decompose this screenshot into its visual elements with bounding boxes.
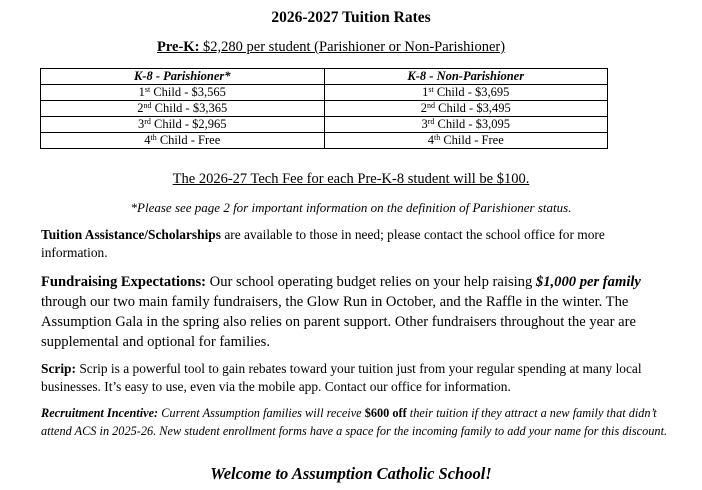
- fundraising-paragraph: [41, 272, 671, 352]
- scrip-text: Scrip is a powerful tool to gain rebates toward your tuition just from your regular spending at many local businesses. It’s easy to use, even via the mobile app. Contact our office for information.: [41, 361, 642, 394]
- ordinal-suffix: th: [433, 133, 441, 142]
- scrip-label: Scrip:: [41, 361, 76, 376]
- recruitment-label: Recruitment Incentive:: [41, 406, 159, 420]
- ordinal-suffix: rd: [144, 117, 151, 126]
- ordinal-number: 3: [137, 117, 145, 131]
- rate-text: Child - Free: [440, 133, 504, 147]
- assistance-label: Tuition Assistance/Scholarships: [41, 227, 221, 242]
- recruitment-amount: $600 off: [364, 406, 407, 420]
- rate-text: Child - $3,565: [150, 85, 226, 99]
- fundraising-label: Fundraising Expectations:: [41, 274, 207, 290]
- tuition-assistance-paragraph: [41, 226, 671, 262]
- ordinal-suffix: rd: [427, 117, 435, 126]
- non-parishioner-rate-cell: [324, 133, 608, 149]
- tech-fee-notice: The 2026-27 Tech Fee for each Pre-K-8 student will be $100.: [172, 171, 530, 187]
- welcome-message: Welcome to Assumption Catholic School!: [210, 464, 492, 483]
- ordinal-suffix: nd: [427, 101, 436, 110]
- fundraising-highlight: $1,000 per family: [535, 274, 641, 290]
- header-parishioner: K-8 - Parishioner*: [41, 69, 325, 85]
- parishioner-rate-cell: [41, 117, 325, 133]
- table-row: [41, 101, 608, 117]
- ordinal-number: 2: [420, 101, 428, 115]
- ordinal-number: 4: [144, 133, 151, 147]
- prek-label: Pre-K:: [157, 39, 200, 55]
- rate-text: Child - $3,695: [433, 85, 510, 99]
- ordinal-number: 4: [427, 133, 434, 147]
- table-header-row: [41, 69, 608, 85]
- header-non-parishioner: K-8 - Non-Parishioner: [324, 69, 608, 85]
- rate-text: Child - $3,365: [151, 101, 228, 115]
- tuition-table: [40, 68, 608, 149]
- rate-text: Child - Free: [156, 133, 221, 147]
- assistance-text: are available to those in need; please contact the school office for more information.: [41, 227, 605, 260]
- rate-text: Child - $3,095: [434, 117, 511, 131]
- scrip-paragraph: [41, 360, 671, 396]
- ordinal-suffix: th: [150, 133, 157, 142]
- ordinal-suffix: st: [144, 85, 151, 94]
- parishioner-rate-cell: [41, 133, 325, 149]
- non-parishioner-rate-cell: [324, 85, 608, 101]
- table-row: [41, 133, 608, 149]
- page-title: 2026-2027 Tuition Rates: [271, 9, 431, 26]
- rate-text: Child - $3,495: [435, 101, 511, 115]
- ordinal-number: 1: [138, 85, 145, 99]
- fundraising-text-a: Our school operating budget relies on your help raising: [206, 274, 536, 290]
- ordinal-number: 3: [421, 117, 428, 131]
- parishioner-status-note: *Please see page 2 for important information on the definition of Parishioner status.: [130, 200, 572, 215]
- prek-text: $2,280 per student (Parishioner or Non-Parishioner): [199, 39, 506, 55]
- non-parishioner-rate-cell: [324, 117, 608, 133]
- recruitment-paragraph: [41, 404, 671, 440]
- recruitment-text-b: their tuition if they attract a new family that didn’t attend ACS in 2025-26. New student enrollment forms have a space for the incoming family to add your name for this discount.: [41, 406, 668, 438]
- recruitment-text-a: Current Assumption families will receive: [158, 406, 365, 420]
- table-row: [41, 85, 608, 101]
- ordinal-suffix: st: [428, 85, 434, 94]
- table-row: [41, 117, 608, 133]
- parishioner-rate-cell: [41, 85, 325, 101]
- ordinal-number: 1: [422, 85, 429, 99]
- ordinal-suffix: nd: [143, 101, 152, 110]
- rate-text: Child - $2,965: [150, 117, 227, 131]
- parishioner-rate-cell: [41, 101, 325, 117]
- fundraising-text-b: through our two main family fundraisers, the Glow Run in October, and the Raffle in the winter. The Assumption Gala in the spring also relies on parent support. Other fundraisers throughout the year are supplemental and optional for families.: [41, 294, 636, 350]
- prek-rate: [157, 39, 505, 56]
- ordinal-number: 2: [137, 101, 144, 115]
- non-parishioner-rate-cell: [324, 101, 608, 117]
